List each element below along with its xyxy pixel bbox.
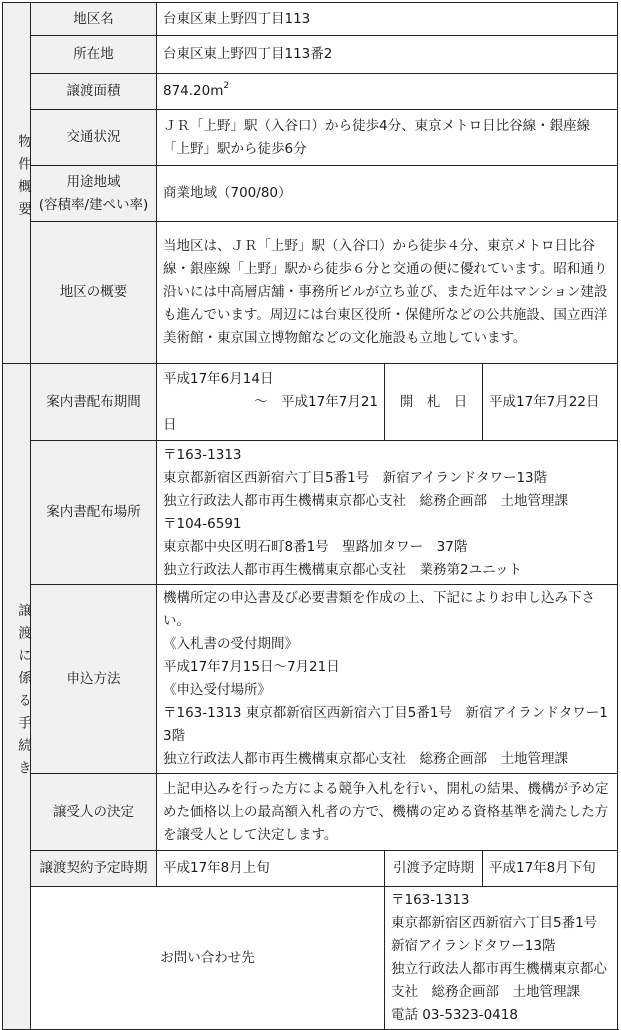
value-handover: 平成17年8月下旬 xyxy=(483,851,618,887)
value-overview: 当地区は、ＪＲ「上野」駅（入谷口）から徒歩４分、東京メトロ日比谷線・銀座線「上野」駅から徒歩６分と交通の便に優れています。昭和通り沿いには中高層店舗・事務所ビルが立ち並び、また近年はマンション建設も進んでいます。周辺には台東区役所・保健所などの公共施設、国立西洋美術館・東京国立博物館などの文化施設も立地しています。 xyxy=(157,222,618,364)
value-location: 台東区東上野四丁目113番2 xyxy=(157,36,618,74)
property-info-table xyxy=(2,2,618,1030)
value-contract: 平成17年8月上旬 xyxy=(157,851,385,887)
row-transport xyxy=(3,110,618,166)
row-contact xyxy=(3,887,618,1030)
value-distribution-place: 〒163-1313 東京都新宿区西新宿六丁目5番1号 新宿アイランドタワー13階 独立行政法人都市再生機構東京都心支社 総務企画部 土地管理課 〒104-6591 東京都中央区明石町8番1号 聖路加タワー 37階 独立行政法人都市再生機構東京都心支社 業務第2ユニット xyxy=(157,441,618,585)
value-distribution-period: 平成17年6月14日 〜 平成17年7月21 日 xyxy=(157,364,385,441)
label-distribution-period: 案内書配布期間 xyxy=(31,364,157,441)
value-decision: 上記申込みを行った方による競争入札を行い、開札の結果、機構が予め定めた価格以上の最高額入札者の方で、機構の定める資格基準を満たした方を譲受人として決定します。 xyxy=(157,774,618,851)
row-location xyxy=(3,36,618,74)
value-opening-date: 平成17年7月22日 xyxy=(483,364,618,441)
section-procedure: 譲渡に係る手続き xyxy=(3,364,31,1030)
label-transport: 交通状況 xyxy=(31,110,157,166)
row-area xyxy=(3,74,618,110)
value-district-name: 台東区東上野四丁目113 xyxy=(157,3,618,36)
row-application xyxy=(3,585,618,774)
label-decision: 譲受人の決定 xyxy=(31,774,157,851)
row-distribution-period xyxy=(3,364,618,441)
value-zoning: 商業地域（700/80） xyxy=(157,166,618,222)
row-contract xyxy=(3,851,618,887)
label-distribution-place: 案内書配布場所 xyxy=(31,441,157,585)
label-location: 所在地 xyxy=(31,36,157,74)
label-application: 申込方法 xyxy=(31,585,157,774)
label-zoning: 用途地域 (容積率/建ぺい率) xyxy=(31,166,157,222)
label-opening-date: 開 札 日 xyxy=(385,364,483,441)
label-handover: 引渡予定時期 xyxy=(385,851,483,887)
value-contact: 〒163-1313 東京都新宿区西新宿六丁目5番1号 新宿アイランドタワー13階 独立行政法人都市再生機構東京都心支社 総務企画部 土地管理課 電話 03-5323-0418 xyxy=(385,887,618,1030)
value-area: $874.20m^2$ xyxy=(157,74,618,110)
label-district-name: 地区名 xyxy=(31,3,157,36)
label-area: 譲渡面積 xyxy=(31,74,157,110)
row-zoning xyxy=(3,166,618,222)
row-district-name xyxy=(3,3,618,36)
label-contact: お問い合わせ先 xyxy=(31,887,385,1030)
value-application: 機構所定の申込書及び必要書類を作成の上、下記によりお申し込み下さい。 《入札書の受付期間》 平成17年7月15日〜7月21日 《申込受付場所》 〒163-1313 東京都新宿区西新宿六丁目5番1号 新宿アイランドタワー13階 独立行政法人都市再生機構東京都心支社 総務企画部 土地管理課 xyxy=(157,585,618,774)
row-overview xyxy=(3,222,618,364)
row-decision xyxy=(3,774,618,851)
value-transport: ＪＲ「上野」駅（入谷口）から徒歩4分、東京メトロ日比谷線・銀座線「上野」駅から徒歩6分 xyxy=(157,110,618,166)
label-contract: 譲渡契約予定時期 xyxy=(31,851,157,887)
row-distribution-place xyxy=(3,441,618,585)
label-overview: 地区の概要 xyxy=(31,222,157,364)
section-property: 物件概要 xyxy=(3,3,31,364)
